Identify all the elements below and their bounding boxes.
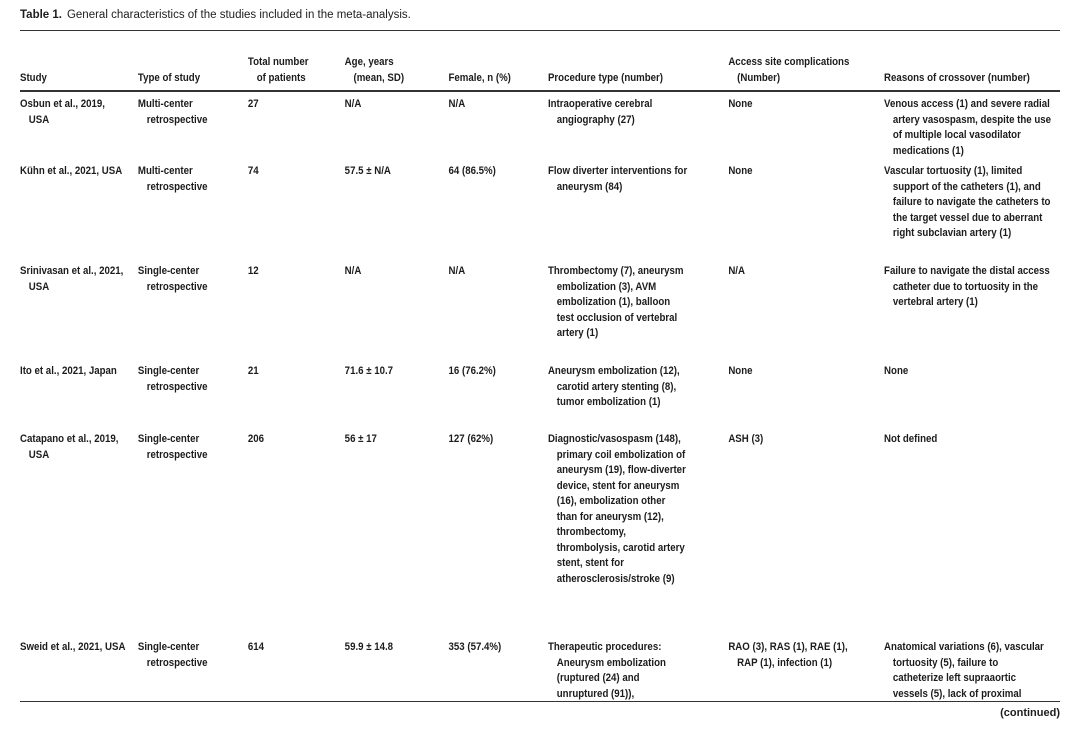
cell-age: N/A xyxy=(344,265,362,277)
cell-procedure-type: Diagnostic/vasospasm (148), primary coil embolization of aneurysm (19), flow-diverter device, stent for aneurysm (16), embolization other than for aneurysm (12), thrombectomy, thrombolysis, carotid artery stent, stent for atherosclerosis/stroke (9) xyxy=(547,433,686,585)
cell-age: 71.6 ± 10.7 xyxy=(344,365,394,377)
continued-note: (continued) xyxy=(1000,707,1060,719)
cell-total-patients: 21 xyxy=(247,365,259,377)
table-caption-label: Table 1. xyxy=(20,9,62,21)
table-caption xyxy=(20,8,1060,23)
cell-type-of-study: Single-center retrospective xyxy=(137,433,208,461)
cell-total-patients: 74 xyxy=(247,165,259,177)
cell-reasons-of-crossover: Vascular tortuosity (1), limited support of the catheters (1), and failure to navigate the catheters to the target vessel due to aberrant right subclavian artery (1) xyxy=(884,165,1051,239)
cell-type-of-study: Single-center retrospective xyxy=(137,265,208,293)
cell-access-site-complications: None xyxy=(728,98,753,110)
cell-age: 56 ± 17 xyxy=(344,433,377,445)
column-header-total-patients: Total number of patients xyxy=(247,56,309,84)
table-row xyxy=(20,92,1060,159)
column-header-type-of-study: Type of study xyxy=(137,71,201,84)
cell-female: N/A xyxy=(448,98,466,110)
cell-age: N/A xyxy=(344,98,362,110)
column-header-female: Female, n (%) xyxy=(448,71,511,84)
cell-study: Ito et al., 2021, Japan xyxy=(20,365,117,377)
cell-procedure-type: Intraoperative cerebral angiography (27) xyxy=(547,98,653,126)
cell-access-site-complications: N/A xyxy=(728,265,745,277)
cell-procedure-type: Aneurysm embolization (12), carotid artery stenting (8), tumor embolization (1) xyxy=(547,365,680,408)
table-body xyxy=(20,92,1060,702)
cell-study: Osbun et al., 2019, USA xyxy=(20,98,105,126)
cell-study: Sweid et al., 2021, USA xyxy=(20,641,126,653)
cell-female: 353 (57.4%) xyxy=(448,641,502,653)
cell-female: 16 (76.2%) xyxy=(448,365,496,377)
cell-female: 64 (86.5%) xyxy=(448,165,496,177)
cell-total-patients: 27 xyxy=(247,98,259,110)
cell-procedure-type: Flow diverter interventions for aneurysm (84) xyxy=(547,165,688,193)
table-row xyxy=(20,359,1060,427)
column-header-access-site-complications: Access site complications (Number) xyxy=(728,56,850,84)
cell-reasons-of-crossover: None xyxy=(884,365,909,377)
cell-type-of-study: Single-center retrospective xyxy=(137,641,208,669)
cell-access-site-complications: None xyxy=(728,165,753,177)
table-caption-text: General characteristics of the studies included in the meta-analysis. xyxy=(66,9,411,21)
table-row xyxy=(20,259,1060,359)
cell-age: 59.9 ± 14.8 xyxy=(344,641,394,653)
cell-age: 57.5 ± N/A xyxy=(344,165,391,177)
cell-total-patients: 12 xyxy=(247,265,259,277)
cell-female: 127 (62%) xyxy=(448,433,494,445)
cell-total-patients: 206 xyxy=(247,433,265,445)
cell-total-patients: 614 xyxy=(247,641,265,653)
cell-reasons-of-crossover: Anatomical variations (6), vascular tortuosity (5), failure to catheterize left supraaortic vessels (5), lack of proximal xyxy=(884,641,1044,700)
column-header-age: Age, years (mean, SD) xyxy=(344,56,405,84)
cell-study: Srinivasan et al., 2021, USA xyxy=(20,265,124,293)
table-row xyxy=(20,427,1060,635)
column-header-procedure-type: Procedure type (number) xyxy=(547,71,664,84)
cell-reasons-of-crossover: Venous access (1) and severe radial artery vasospasm, despite the use of multiple local vasodilator medications (1) xyxy=(884,98,1052,157)
column-header-study: Study xyxy=(20,71,47,84)
column-header-reasons-of-crossover: Reasons of crossover (number) xyxy=(884,71,1030,84)
cell-study: Catapano et al., 2019, USA xyxy=(20,433,119,461)
cell-type-of-study: Multi-center retrospective xyxy=(137,98,208,126)
table-row xyxy=(20,159,1060,259)
table-header-row xyxy=(20,31,1060,92)
studies-table xyxy=(20,30,1060,702)
cell-reasons-of-crossover: Not defined xyxy=(884,433,938,445)
cell-reasons-of-crossover: Failure to navigate the distal access catheter due to tortuosity in the vertebral artery (1) xyxy=(884,265,1050,308)
cell-access-site-complications: RAO (3), RAS (1), RAE (1), RAP (1), infection (1) xyxy=(728,641,848,669)
cell-type-of-study: Single-center retrospective xyxy=(137,365,208,393)
cell-access-site-complications: ASH (3) xyxy=(728,433,764,445)
cell-procedure-type: Thrombectomy (7), aneurysm embolization (3), AVM embolization (1), balloon test occlusion of vertebral artery (1) xyxy=(547,265,684,339)
cell-type-of-study: Multi-center retrospective xyxy=(137,165,208,193)
cell-female: N/A xyxy=(448,265,466,277)
cell-study: Kühn et al., 2021, USA xyxy=(20,165,123,177)
cell-access-site-complications: None xyxy=(728,365,753,377)
table-row xyxy=(20,635,1060,701)
cell-procedure-type: Therapeutic procedures: Aneurysm embolization (ruptured (24) and unruptured (91)), xyxy=(547,641,666,700)
